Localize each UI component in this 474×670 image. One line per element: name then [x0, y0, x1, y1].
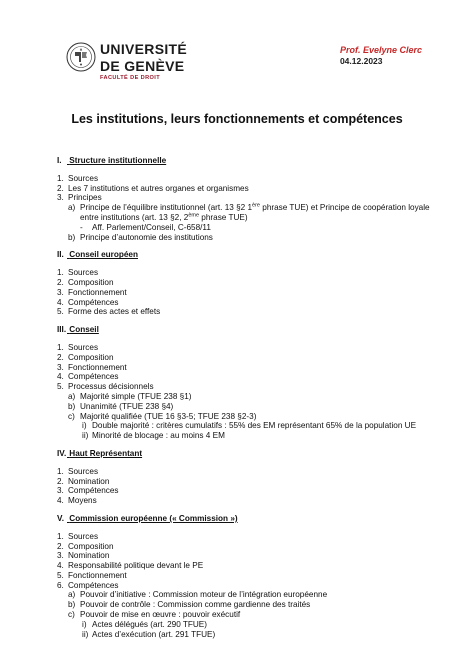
list-number: 3. — [57, 486, 64, 496]
list-text: Fonctionnement — [68, 287, 127, 297]
list-item — [57, 571, 437, 581]
sub-letter: a) — [68, 590, 76, 600]
list-number: 2. — [57, 277, 64, 287]
sub-text: Minorité de blocage : au moins 4 EM — [92, 431, 225, 441]
document-date: 04.12.2023 — [339, 56, 383, 66]
section-title: Commission européenne (« Commission ») — [69, 513, 238, 523]
section-number: II. — [57, 250, 64, 260]
section-heading — [57, 514, 437, 524]
list-item — [57, 298, 437, 308]
list-number: 2. — [57, 541, 64, 551]
list-number: 5. — [57, 570, 64, 580]
list-item — [57, 496, 437, 506]
list-number: 3. — [57, 287, 64, 297]
list-text: Compétences — [68, 372, 119, 382]
section-number: V. — [57, 513, 64, 523]
list-number: 1. — [57, 268, 64, 278]
sub-item — [57, 590, 437, 600]
list-number: 1. — [57, 531, 64, 541]
list-text: Sources — [68, 268, 99, 278]
sub-sub-item — [57, 421, 437, 431]
list-item — [57, 382, 437, 392]
superscript: ème — [188, 212, 200, 219]
list-item — [57, 363, 437, 373]
sub-sub-item — [57, 620, 437, 630]
list-number: 3. — [57, 551, 64, 561]
sub-sub-item — [57, 223, 437, 233]
list-item — [57, 477, 437, 487]
list-text: Compétences — [68, 580, 119, 590]
sub-item — [57, 600, 437, 610]
list-text: Processus décisionnels — [68, 382, 154, 392]
list-item — [57, 193, 437, 203]
list-item — [57, 184, 437, 194]
list-item — [57, 307, 437, 317]
sub-text: Actes délégués (art. 290 TFUE) — [92, 619, 207, 629]
list-text: Principes — [68, 193, 102, 203]
sub-letter: a) — [68, 391, 76, 401]
roman-numeral: ii) — [82, 431, 89, 441]
list-number: 6. — [57, 580, 64, 590]
list-text: Forme des actes et effets — [68, 307, 161, 317]
university-logo — [66, 40, 246, 82]
sub-text: phrase TUE) — [199, 212, 248, 222]
list-item — [57, 278, 437, 288]
sub-sub-item — [57, 630, 437, 640]
section-heading — [57, 325, 437, 335]
sub-letter: b) — [68, 401, 76, 411]
section-heading — [57, 250, 437, 260]
list-text: Composition — [68, 541, 114, 551]
list-item — [57, 542, 437, 552]
list-text: Compétences — [68, 486, 119, 496]
list-text: Moyens — [68, 496, 97, 506]
list-item — [57, 353, 437, 363]
list-item — [57, 343, 437, 353]
sub-sub-item — [57, 431, 437, 441]
sub-text: Principe de l’équilibre institutionnel (art. 13 §2 1 — [80, 203, 253, 213]
list-text: Composition — [68, 277, 114, 287]
list-item — [57, 174, 437, 184]
section-heading — [57, 449, 437, 459]
sub-text: Majorité qualifiée (TUE 16 §3-5; TFUE 238 §2-3) — [80, 411, 257, 421]
roman-numeral: ii) — [82, 629, 89, 639]
list-item — [57, 551, 437, 561]
sub-text: Actes d’exécution (art. 291 TFUE) — [92, 629, 216, 639]
sub-item — [57, 203, 437, 223]
list-number: 5. — [57, 382, 64, 392]
section-title: Conseil — [69, 325, 99, 335]
list-number: 2. — [57, 352, 64, 362]
section-title: Conseil européen — [69, 250, 138, 260]
university-name-line1: UNIVERSITÉ — [100, 41, 188, 57]
list-number: 1. — [57, 173, 64, 183]
section-conseil-europeen — [57, 250, 437, 317]
sub-item — [57, 402, 437, 412]
section-commission — [57, 514, 437, 640]
list-number: 3. — [57, 193, 64, 203]
author-name: Prof. Evelyne Clerc — [339, 45, 422, 55]
list-number: 4. — [57, 496, 64, 506]
list-text: Composition — [68, 352, 114, 362]
list-text: Les 7 institutions et autres organes et organismes — [68, 183, 249, 193]
list-item — [57, 268, 437, 278]
author-block — [340, 45, 422, 66]
list-number: 5. — [57, 307, 64, 317]
sub-item — [57, 392, 437, 402]
list-item — [57, 561, 437, 571]
list-text: Sources — [68, 342, 99, 352]
list-number: 1. — [57, 466, 64, 476]
list-text: Sources — [68, 466, 99, 476]
section-title: Haut Représentant — [69, 448, 143, 458]
list-text: Compétences — [68, 297, 119, 307]
list-text: Sources — [68, 173, 99, 183]
roman-numeral: i) — [82, 421, 87, 431]
list-item — [57, 581, 437, 591]
list-number: 4. — [57, 297, 64, 307]
sub-letter: c) — [68, 610, 75, 620]
list-number: 4. — [57, 372, 64, 382]
section-number: III. — [57, 325, 67, 335]
list-number: 2. — [57, 476, 64, 486]
list-number: 2. — [57, 183, 64, 193]
sub-text: Aff. Parlement/Conseil, C-658/11 — [92, 222, 211, 232]
list-number: 4. — [57, 561, 64, 571]
list-item — [57, 486, 437, 496]
section-heading — [57, 156, 437, 166]
list-item — [57, 532, 437, 542]
sub-text: Pouvoir de mise en œuvre : pouvoir exécutif — [80, 610, 241, 620]
list-text: Nomination — [68, 476, 110, 486]
sub-text: Pouvoir de contrôle : Commission comme gardienne des traités — [80, 600, 311, 610]
roman-numeral: i) — [82, 619, 87, 629]
list-item — [57, 288, 437, 298]
sub-letter: b) — [68, 232, 76, 242]
list-number: 1. — [57, 342, 64, 352]
sub-text: Majorité simple (TFUE 238 §1) — [80, 391, 192, 401]
sub-text: Unanimité (TFUE 238 §4) — [80, 401, 174, 411]
list-text: Nomination — [68, 551, 110, 561]
section-haut-representant — [57, 449, 437, 506]
list-text: Responsabilité politique devant le PE — [68, 561, 204, 571]
list-text: Sources — [68, 531, 99, 541]
faculty-name: FACULTÉ DE DROIT — [100, 75, 161, 81]
list-item — [57, 372, 437, 382]
list-text: Fonctionnement — [68, 362, 127, 372]
sub-item — [57, 412, 437, 422]
list-text: Fonctionnement — [68, 570, 127, 580]
section-number: I. — [57, 156, 62, 165]
section-number: IV. — [57, 448, 67, 458]
sub-item — [57, 233, 437, 243]
sub-letter: b) — [68, 600, 76, 610]
section-title: Structure institutionnelle — [69, 156, 167, 165]
document-title: Les institutions, leurs fonctionnements et compétences — [71, 112, 403, 126]
university-seal-icon — [66, 42, 96, 72]
superscript: ère — [252, 202, 260, 209]
dash-bullet: - — [80, 222, 83, 232]
list-number: 3. — [57, 362, 64, 372]
section-structure — [57, 156, 437, 242]
sub-item — [57, 610, 437, 620]
sub-text: phrase TUE) et Principe de coopération loyale — [260, 203, 430, 213]
sub-text: Principe d’autonomie des institutions — [80, 232, 213, 242]
sub-text: entre institutions (art. 13 §2, 2 — [80, 212, 189, 222]
section-conseil — [57, 325, 437, 441]
sub-letter: c) — [68, 411, 75, 421]
list-item — [57, 467, 437, 477]
outline — [57, 156, 437, 647]
sub-letter: a) — [68, 203, 76, 213]
sub-text: Double majorité : critères cumulatifs : 55% des EM représentant 65% de la population UE — [92, 421, 417, 431]
university-name-line2: DE GENÈVE — [100, 58, 185, 74]
sub-text: Pouvoir d’initiative : Commission moteur de l’intégration européenne — [80, 590, 328, 600]
